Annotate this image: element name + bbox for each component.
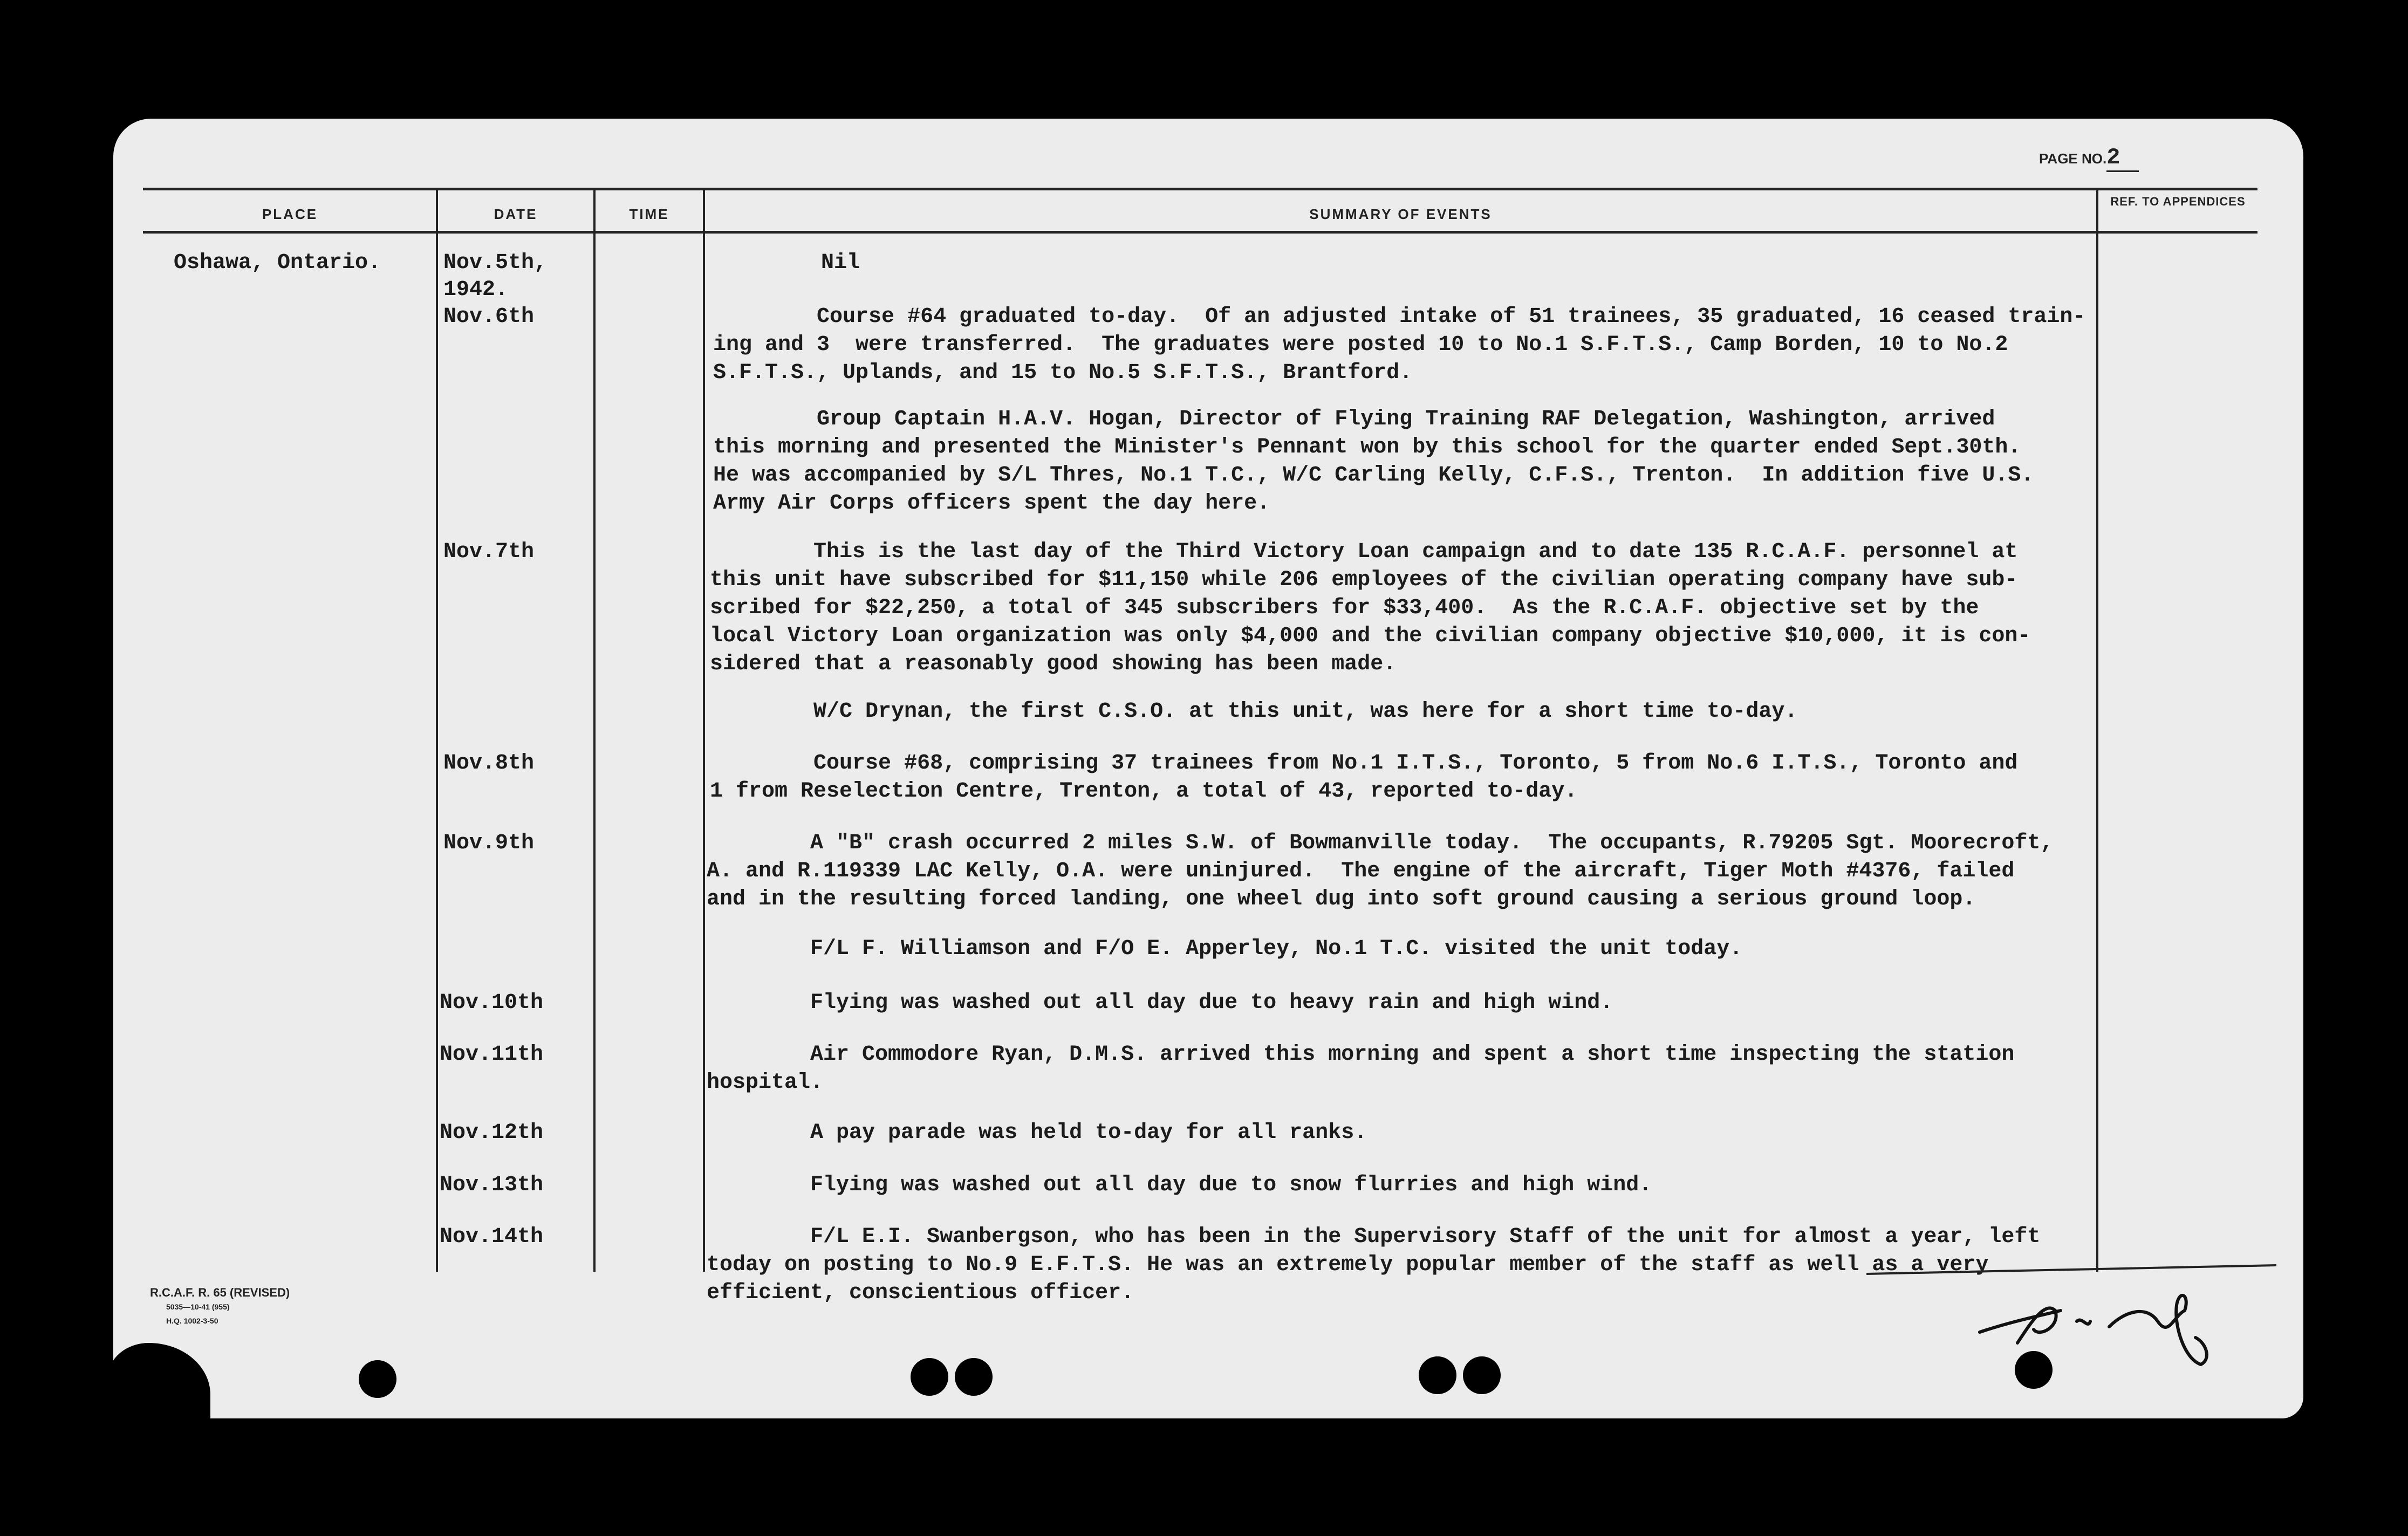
- date-cell: Nov.10th: [440, 991, 544, 1015]
- form-identifier: R.C.A.F. R. 65 (REVISED) 5035—10-41 (955) H.Q. 1002-3-50: [150, 1286, 290, 1325]
- summary-entry: This is the last day of the Third Victory Loan campaign and to date 135 R.C.A.F. personnel at this unit have subscribed for $11,150 while 206 employees of the civilian operating company have sub- scribed for $22,250, a total of 345 subscribers for $33,400. As the R.C.A.F. objective set by the local Victory Loan organization was only $4,000 and the civilian company objective $10,000, it is con- sidered that a reasonably good showing has been made.: [710, 540, 2031, 676]
- date-cell: Nov.14th: [440, 1225, 544, 1249]
- header-date: DATE: [494, 206, 538, 222]
- date-cell: Nov.13th: [440, 1173, 544, 1197]
- date-cell: Nov.12th: [440, 1121, 544, 1145]
- header-place: PLACE: [262, 206, 318, 222]
- summary-entry: F/L F. Williamson and F/O E. Apperley, No.1 T.C. visited the unit today.: [707, 937, 1743, 961]
- col-divider-time: [703, 188, 705, 1272]
- summary-entry: Nil: [821, 251, 860, 275]
- date-cell: Nov.8th: [443, 751, 535, 776]
- col-divider-summary: [2096, 188, 2098, 1272]
- summary-entry: F/L E.I. Swanbergson, who has been in the Supervisory Staff of the unit for almost a year, left today on posting to No.9 E.F.T.S. He was an extremely popular member of the staff as well as a very efficient, conscientious officer.: [707, 1225, 2041, 1305]
- header-summary: SUMMARY OF EVENTS: [1309, 206, 1492, 222]
- date-cell: Nov.7th: [443, 540, 535, 564]
- summary-entry: A pay parade was held to-day for all ranks.: [707, 1121, 1367, 1145]
- col-divider-place: [436, 188, 438, 1272]
- header-bottom-rule: [143, 231, 2258, 234]
- page-number: PAGE NO.2: [2039, 145, 2139, 172]
- col-divider-date: [593, 188, 596, 1272]
- summary-entry: Flying was washed out all day due to snow flurries and high wind.: [707, 1173, 1652, 1197]
- table-top-rule: [143, 188, 2258, 190]
- summary-entry: Flying was washed out all day due to heavy rain and high wind.: [707, 991, 1613, 1015]
- punch-hole: [955, 1358, 993, 1396]
- place-cell: Oshawa, Ontario.: [174, 251, 381, 275]
- summary-entry: W/C Drynan, the first C.S.O. at this unit, was here for a short time to-day.: [710, 700, 1798, 724]
- date-cell: Nov.6th: [443, 305, 535, 329]
- punch-hole: [1419, 1356, 1456, 1394]
- punch-hole: [359, 1360, 396, 1398]
- header-time: TIME: [629, 206, 669, 222]
- date-cell: 1942.: [443, 278, 509, 302]
- punch-hole: [2015, 1351, 2053, 1389]
- summary-entry: Course #64 graduated to-day. Of an adjusted intake of 51 trainees, 35 graduated, 16 ceased train- ing and 3 were transferred. The graduates were posted 10 to No.1 S.F.T.S., Camp Borden, 10 to No.2 S.F.T.S., Uplands, and 15 to No.5 S.F.T.S., Brantford.: [713, 305, 2086, 385]
- date-cell: Nov.5th,: [443, 251, 548, 275]
- summary-entry: Course #68, comprising 37 trainees from No.1 I.T.S., Toronto, 5 from No.6 I.T.S., Toronto and 1 from Reselection Centre, Trenton, a total of 43, reported to-day.: [710, 751, 2018, 804]
- punch-hole: [911, 1358, 948, 1396]
- date-cell: Nov.11th: [440, 1043, 544, 1067]
- summary-entry: Group Captain H.A.V. Hogan, Director of Flying Training RAF Delegation, Washington, arrived this morning and presented the Minister's Pennant won by this school for the quarter ended Sept.30th. He was accompanied by S/L Thres, No.1 T.C., W/C Carling Kelly, C.F.S., Trenton. In addition five U.S. Army Air Corps officers spent the day here.: [713, 407, 2034, 516]
- date-cell: Nov.9th: [443, 831, 535, 855]
- header-ref: REF. TO APPENDICES: [2110, 195, 2246, 208]
- summary-entry: A "B" crash occurred 2 miles S.W. of Bowmanville today. The occupants, R.79205 Sgt. Moorecroft, A. and R.119339 LAC Kelly, O.A. were uninjured. The engine of the aircraft, Tiger Moth #4376, failed and in the resulting forced landing, one wheel dug into soft ground causing a serious ground loop.: [707, 831, 2054, 911]
- punch-hole: [1463, 1356, 1501, 1394]
- summary-entry: Air Commodore Ryan, D.M.S. arrived this morning and spent a short time inspecting the station hospital.: [707, 1043, 2015, 1095]
